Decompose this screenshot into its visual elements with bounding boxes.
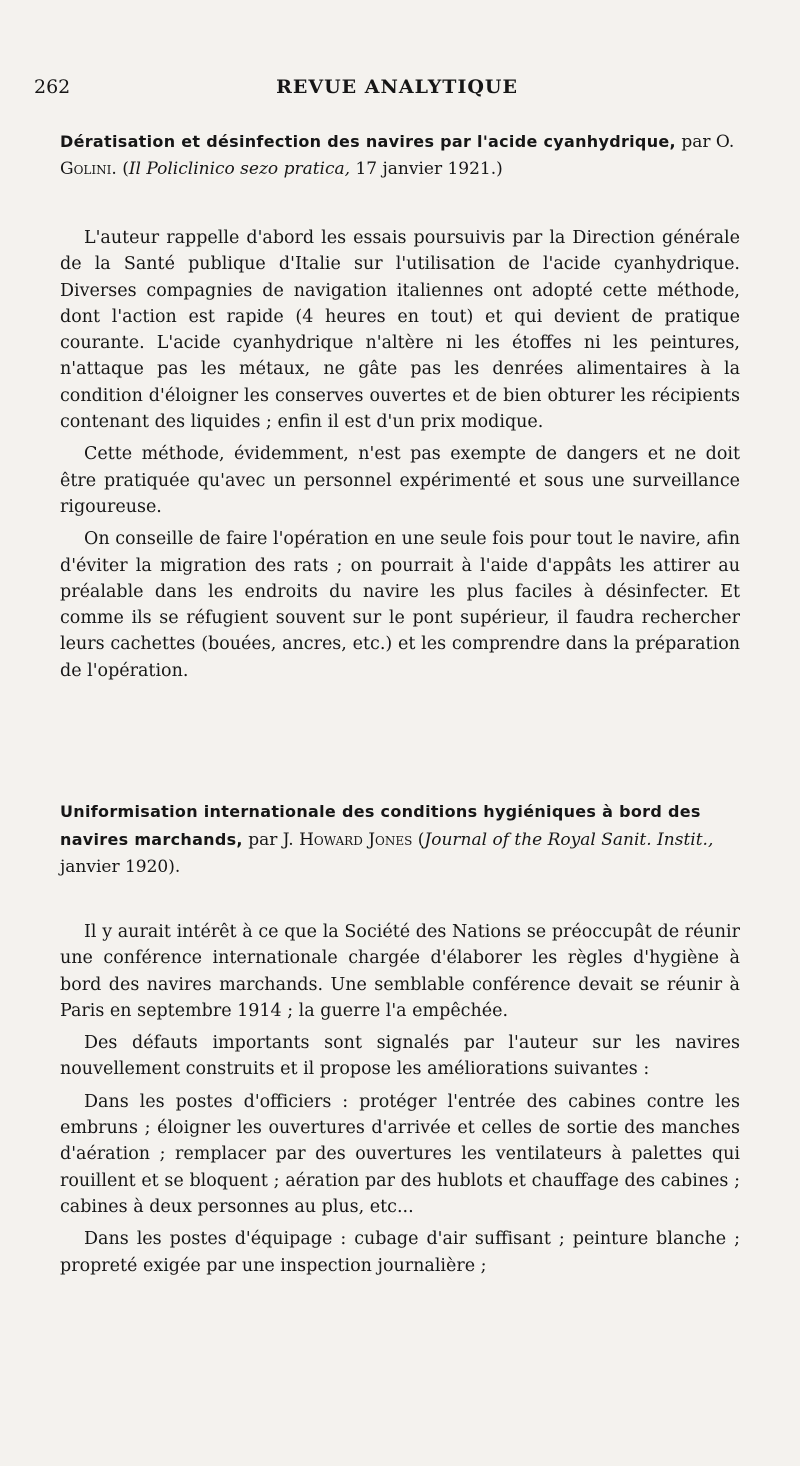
paragraph: L'auteur rappelle d'abord les essais poursuivis par la Direction générale de la Santé publique d'Italie sur l'utilisation de l'acide cyanhydrique. Diverses compagnies de navigation italiennes ont adopté cette méthode, dont l'action est rapide (4 heures en tout) et qui devient de pratique courante. L'acide cyanhydrique n'altère ni les étoffes ni les peintures, n'attaque pas les métaux, ne gâte pas les denrées alimentaires à la condition d'éloigner les conserves ouvertes et de bien obturer les récipients contenant des liquides ; enfin il est d'un prix modique.: [60, 228, 740, 433]
paragraph: On conseille de faire l'opération en une seule fois pour tout le navire, afin d'éviter la migration des rats ; on pourrait à l'aide d'appâts les attirer au préalable dans les endroits du navire les plus faciles à désinfecter. Et comme ils se réfugient souvent sur le pont supérieur, il faudra rechercher leurs cachettes (bouées, ancres, etc.) et les comprendre dans la préparation de l'opération.: [60, 529, 740, 681]
source-open: (: [417, 830, 425, 850]
article-deratisation: [60, 128, 740, 690]
article-date: janvier 1920).: [60, 857, 181, 877]
page-header: [34, 76, 760, 106]
by-label: par: [248, 830, 278, 850]
article-body: [60, 919, 740, 1279]
article-journal: Il Policlinico sezo pratica,: [128, 159, 351, 179]
paragraph: Dans les postes d'équipage : cubage d'air suffisant ; peinture blanche ; propreté exigée par une inspection journalière ;: [60, 1229, 740, 1276]
article-author: J. Howard Jones: [282, 830, 413, 850]
paragraph: Il y aurait intérêt à ce que la Société des Nations se préoccupât de réunir une conférence internationale chargée d'élaborer les règles d'hygiène à bord des navires marchands. Une semblable conférence devait se réunir à Paris en septembre 1914 ; la guerre l'a empêchée.: [60, 922, 740, 1021]
paragraph: Des défauts importants sont signalés par l'auteur sur les navires nouvellement construits et il propose les améliorations suivantes :: [60, 1033, 740, 1080]
article-date: 17 janvier 1921.): [355, 159, 503, 179]
by-label: par: [681, 132, 711, 152]
article-body: [60, 225, 740, 684]
running-title: REVUE ANALYTIQUE: [276, 76, 518, 98]
page-number: 262: [34, 76, 71, 98]
article-heading: [60, 128, 740, 183]
article-uniformisation: [60, 798, 740, 1285]
source-open: (: [122, 159, 129, 179]
article-title: Dératisation et désinfection des navires par l'acide cyanhydrique,: [60, 132, 676, 151]
article-journal: Journal of the Royal Sanit. Instit.,: [424, 830, 714, 850]
article-author: O. Golini.: [60, 132, 735, 179]
paragraph: Cette méthode, évidemment, n'est pas exempte de dangers et ne doit être pratiquée qu'avec un personnel expérimenté et sous une surveillance rigoureuse.: [60, 444, 740, 517]
paragraph: Dans les postes d'officiers : protéger l'entrée des cabines contre les embruns ; éloigner les ouvertures d'arrivée et celles de sortie des manches d'aération ; remplacer par des ouvertures les ventilateurs à palettes qui rouillent et se bloquent ; aération par des hublots et chauffage des cabines ; cabines à deux personnes au plus, etc...: [60, 1091, 740, 1217]
article-heading: [60, 798, 740, 881]
article-title: Uniformisation internationale des conditions hygiéniques à bord des navires marchands,: [60, 802, 701, 849]
